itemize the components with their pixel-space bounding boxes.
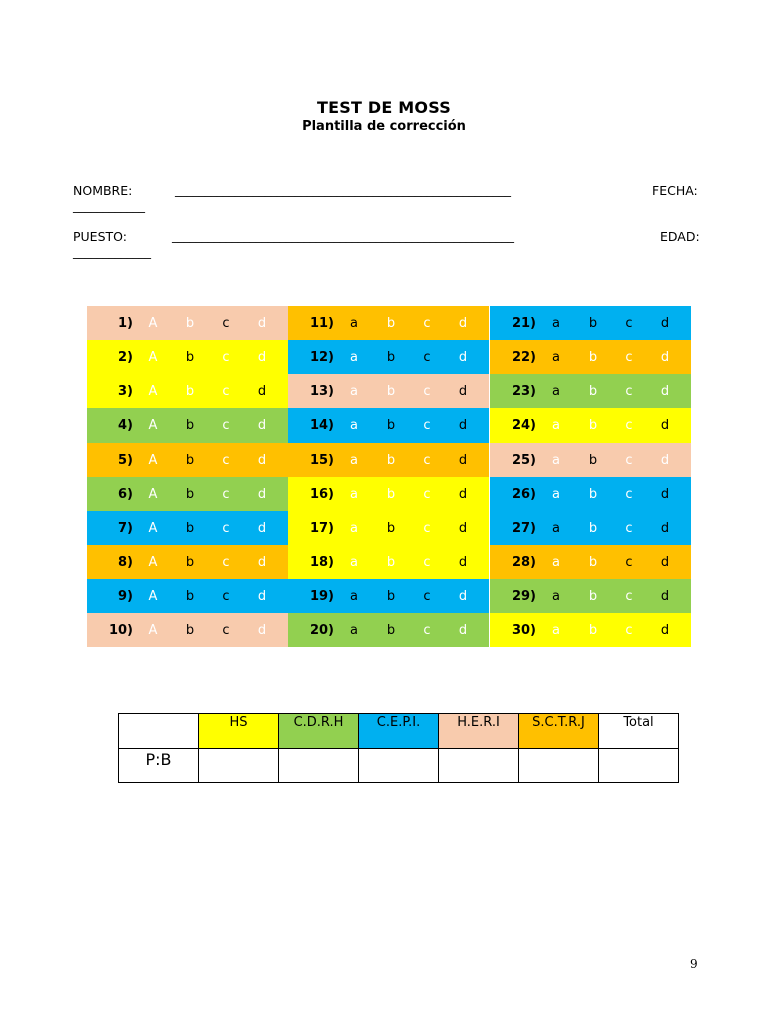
- page-title: TEST DE MOSS: [317, 98, 451, 117]
- answer-row: [288, 408, 489, 443]
- answer-option: c: [625, 623, 633, 638]
- answer-option: A: [148, 521, 158, 536]
- answer-option: d: [257, 384, 267, 399]
- answer-row: [288, 511, 489, 545]
- answer-option: c: [222, 521, 230, 536]
- question-number: 11): [309, 316, 334, 331]
- score-input-cell[interactable]: [279, 749, 359, 783]
- answer-option: b: [588, 384, 598, 399]
- answer-option: a: [350, 555, 358, 570]
- answer-option: c: [625, 453, 633, 468]
- answer-option: d: [257, 487, 267, 502]
- score-header-label: HS: [229, 715, 248, 730]
- answer-option: b: [386, 384, 396, 399]
- answer-option: c: [423, 453, 431, 468]
- answer-option: c: [423, 623, 431, 638]
- answer-option: b: [588, 555, 598, 570]
- answer-option: b: [588, 487, 598, 502]
- answer-option: a: [552, 316, 560, 331]
- answer-row: [87, 511, 288, 545]
- answer-option: d: [458, 487, 468, 502]
- answer-option: A: [148, 316, 158, 331]
- answer-option: d: [660, 555, 670, 570]
- page-number: 9: [690, 957, 698, 971]
- answer-option: c: [222, 316, 230, 331]
- question-number: 3): [118, 384, 133, 399]
- answer-option: c: [423, 384, 431, 399]
- answer-row: [87, 408, 288, 443]
- answer-option: d: [257, 350, 267, 365]
- answer-option: b: [185, 384, 195, 399]
- answer-option: d: [660, 589, 670, 604]
- question-number: 15): [309, 453, 334, 468]
- answer-option: b: [588, 521, 598, 536]
- answer-option: c: [222, 623, 230, 638]
- answer-option: b: [588, 453, 598, 468]
- score-header-cell: [119, 714, 199, 749]
- question-number: 4): [118, 418, 133, 433]
- answer-option: d: [660, 487, 670, 502]
- answer-row: [87, 613, 288, 647]
- answer-option: a: [350, 487, 358, 502]
- score-header-label: Total: [623, 715, 654, 730]
- score-header-row: [119, 714, 679, 749]
- answer-row: [87, 579, 288, 613]
- question-number: 14): [309, 418, 334, 433]
- answer-row: [288, 374, 489, 408]
- question-number: 29): [511, 589, 536, 604]
- fecha-line[interactable]: ____________: [73, 199, 145, 213]
- answer-option: a: [350, 589, 358, 604]
- score-header-label: C.D.R.H: [293, 715, 344, 730]
- question-number: 10): [108, 623, 133, 638]
- score-header-cell: [519, 714, 599, 749]
- answer-row: [490, 579, 691, 613]
- answer-row: [490, 306, 691, 340]
- score-header-label: C.E.P.I.: [376, 715, 421, 730]
- answer-option: d: [458, 384, 468, 399]
- fecha-label: FECHA:: [652, 183, 698, 198]
- answer-option: b: [386, 487, 396, 502]
- answer-column: [490, 306, 691, 652]
- answer-option: c: [625, 384, 633, 399]
- answer-option: c: [625, 316, 633, 331]
- answer-option: d: [458, 418, 468, 433]
- answer-option: c: [222, 487, 230, 502]
- answer-option: A: [148, 589, 158, 604]
- answer-option: b: [185, 589, 195, 604]
- question-number: 30): [511, 623, 536, 638]
- answer-option: b: [588, 589, 598, 604]
- score-header-label: H.E.R.I: [457, 715, 500, 730]
- answer-option: d: [458, 589, 468, 604]
- score-header-cell: [279, 714, 359, 749]
- answer-option: a: [552, 521, 560, 536]
- answer-option: c: [222, 384, 230, 399]
- answer-option: A: [148, 623, 158, 638]
- answer-option: d: [257, 521, 267, 536]
- question-number: 28): [511, 555, 536, 570]
- answer-option: c: [423, 555, 431, 570]
- answer-option: c: [423, 487, 431, 502]
- answer-option: c: [625, 589, 633, 604]
- answer-option: b: [185, 418, 195, 433]
- answer-row: [288, 579, 489, 613]
- answer-option: c: [222, 555, 230, 570]
- answer-option: a: [350, 418, 358, 433]
- answer-option: c: [423, 521, 431, 536]
- answer-option: d: [458, 453, 468, 468]
- answer-option: d: [257, 589, 267, 604]
- question-number: 26): [511, 487, 536, 502]
- answer-option: c: [423, 418, 431, 433]
- question-number: 16): [309, 487, 334, 502]
- answer-option: b: [386, 555, 396, 570]
- answer-option: c: [222, 418, 230, 433]
- puesto-line[interactable]: _________________________________________________________: [172, 229, 514, 243]
- answer-option: c: [222, 350, 230, 365]
- answer-option: a: [552, 384, 560, 399]
- answer-option: c: [222, 453, 230, 468]
- answer-row: [288, 613, 489, 647]
- answer-row: [490, 408, 691, 443]
- answer-option: d: [458, 350, 468, 365]
- answer-option: d: [660, 453, 670, 468]
- answer-option: b: [386, 453, 396, 468]
- answer-option: b: [386, 623, 396, 638]
- answer-row: [288, 340, 489, 374]
- answer-option: a: [552, 418, 560, 433]
- answer-option: d: [458, 555, 468, 570]
- question-number: 8): [118, 555, 133, 570]
- score-row-label-cell: [119, 749, 199, 783]
- answer-row: [490, 443, 691, 477]
- answer-option: c: [625, 418, 633, 433]
- question-number: 18): [309, 555, 334, 570]
- question-number: 25): [511, 453, 536, 468]
- answer-option: A: [148, 418, 158, 433]
- score-input-cell[interactable]: [359, 749, 439, 783]
- answer-row: [490, 613, 691, 647]
- score-header-cell: [359, 714, 439, 749]
- answer-option: c: [423, 316, 431, 331]
- answer-option: a: [552, 589, 560, 604]
- answer-option: a: [552, 623, 560, 638]
- question-number: 22): [511, 350, 536, 365]
- answer-grid: [87, 306, 691, 652]
- score-table: [118, 713, 679, 783]
- answer-option: d: [458, 623, 468, 638]
- answer-option: A: [148, 453, 158, 468]
- answer-option: b: [588, 418, 598, 433]
- answer-option: c: [222, 589, 230, 604]
- answer-option: a: [350, 623, 358, 638]
- answer-row: [288, 306, 489, 340]
- question-number: 24): [511, 418, 536, 433]
- answer-option: a: [552, 555, 560, 570]
- answer-option: d: [660, 521, 670, 536]
- question-number: 27): [511, 521, 536, 536]
- answer-option: d: [458, 521, 468, 536]
- answer-option: A: [148, 384, 158, 399]
- page-subtitle: Plantilla de corrección: [302, 119, 466, 134]
- answer-row: [490, 477, 691, 511]
- answer-option: d: [660, 418, 670, 433]
- answer-row: [490, 545, 691, 579]
- answer-option: a: [350, 521, 358, 536]
- answer-option: d: [257, 316, 267, 331]
- answer-option: a: [350, 453, 358, 468]
- answer-option: d: [660, 623, 670, 638]
- edad-label: EDAD:: [660, 229, 700, 244]
- answer-option: b: [185, 521, 195, 536]
- answer-option: b: [386, 316, 396, 331]
- question-number: 13): [309, 384, 334, 399]
- nombre-label: NOMBRE:: [73, 183, 133, 198]
- question-number: 20): [309, 623, 334, 638]
- answer-option: a: [552, 350, 560, 365]
- answer-option: A: [148, 350, 158, 365]
- answer-option: b: [185, 487, 195, 502]
- answer-option: A: [148, 487, 158, 502]
- answer-option: d: [660, 316, 670, 331]
- answer-option: b: [185, 316, 195, 331]
- answer-row: [288, 477, 489, 511]
- score-input-cell[interactable]: [199, 749, 279, 783]
- question-number: 17): [309, 521, 334, 536]
- answer-option: a: [350, 384, 358, 399]
- question-number: 19): [309, 589, 334, 604]
- answer-row: [490, 340, 691, 374]
- score-header-label: S.C.T.R.J: [532, 715, 585, 730]
- answer-option: b: [386, 350, 396, 365]
- answer-option: d: [257, 555, 267, 570]
- answer-option: c: [423, 350, 431, 365]
- answer-row: [87, 340, 288, 374]
- answer-column: [87, 306, 288, 652]
- answer-option: c: [625, 521, 633, 536]
- answer-option: b: [185, 555, 195, 570]
- answer-row: [87, 374, 288, 408]
- answer-option: b: [588, 350, 598, 365]
- question-number: 5): [118, 453, 133, 468]
- answer-option: d: [458, 316, 468, 331]
- answer-row: [87, 545, 288, 579]
- answer-option: A: [148, 555, 158, 570]
- answer-option: b: [588, 316, 598, 331]
- score-body-row: [119, 749, 679, 783]
- answer-option: d: [660, 350, 670, 365]
- nombre-line[interactable]: ________________________________________________________: [175, 183, 511, 197]
- question-number: 21): [511, 316, 536, 331]
- question-number: 23): [511, 384, 536, 399]
- answer-option: a: [552, 487, 560, 502]
- question-number: 1): [118, 316, 133, 331]
- score-row-label: P:B: [145, 750, 172, 769]
- answer-option: c: [625, 487, 633, 502]
- question-number: 7): [118, 521, 133, 536]
- score-input-cell[interactable]: [599, 749, 679, 783]
- answer-option: d: [660, 384, 670, 399]
- answer-option: d: [257, 623, 267, 638]
- answer-option: a: [350, 350, 358, 365]
- puesto-label: PUESTO:: [73, 229, 127, 244]
- score-input-cell[interactable]: [519, 749, 599, 783]
- answer-option: d: [257, 453, 267, 468]
- answer-row: [288, 545, 489, 579]
- answer-option: d: [257, 418, 267, 433]
- question-number: 6): [118, 487, 133, 502]
- answer-row: [87, 443, 288, 477]
- question-number: 2): [118, 350, 133, 365]
- answer-option: b: [386, 589, 396, 604]
- score-input-cell[interactable]: [439, 749, 519, 783]
- answer-option: a: [552, 453, 560, 468]
- score-header-cell: [439, 714, 519, 749]
- answer-option: a: [350, 316, 358, 331]
- answer-option: b: [185, 453, 195, 468]
- answer-option: b: [185, 350, 195, 365]
- answer-option: b: [386, 521, 396, 536]
- question-number: 12): [309, 350, 334, 365]
- answer-option: c: [625, 350, 633, 365]
- answer-row: [87, 306, 288, 340]
- answer-option: b: [588, 623, 598, 638]
- question-number: 9): [118, 589, 133, 604]
- answer-row: [288, 443, 489, 477]
- score-header-cell: [199, 714, 279, 749]
- answer-option: b: [185, 623, 195, 638]
- answer-row: [490, 511, 691, 545]
- answer-option: c: [625, 555, 633, 570]
- answer-option: c: [423, 589, 431, 604]
- edad-line[interactable]: _____________: [73, 245, 151, 259]
- score-header-cell: [599, 714, 679, 749]
- answer-option: b: [386, 418, 396, 433]
- answer-column: [288, 306, 489, 652]
- answer-row: [87, 477, 288, 511]
- answer-row: [490, 374, 691, 408]
